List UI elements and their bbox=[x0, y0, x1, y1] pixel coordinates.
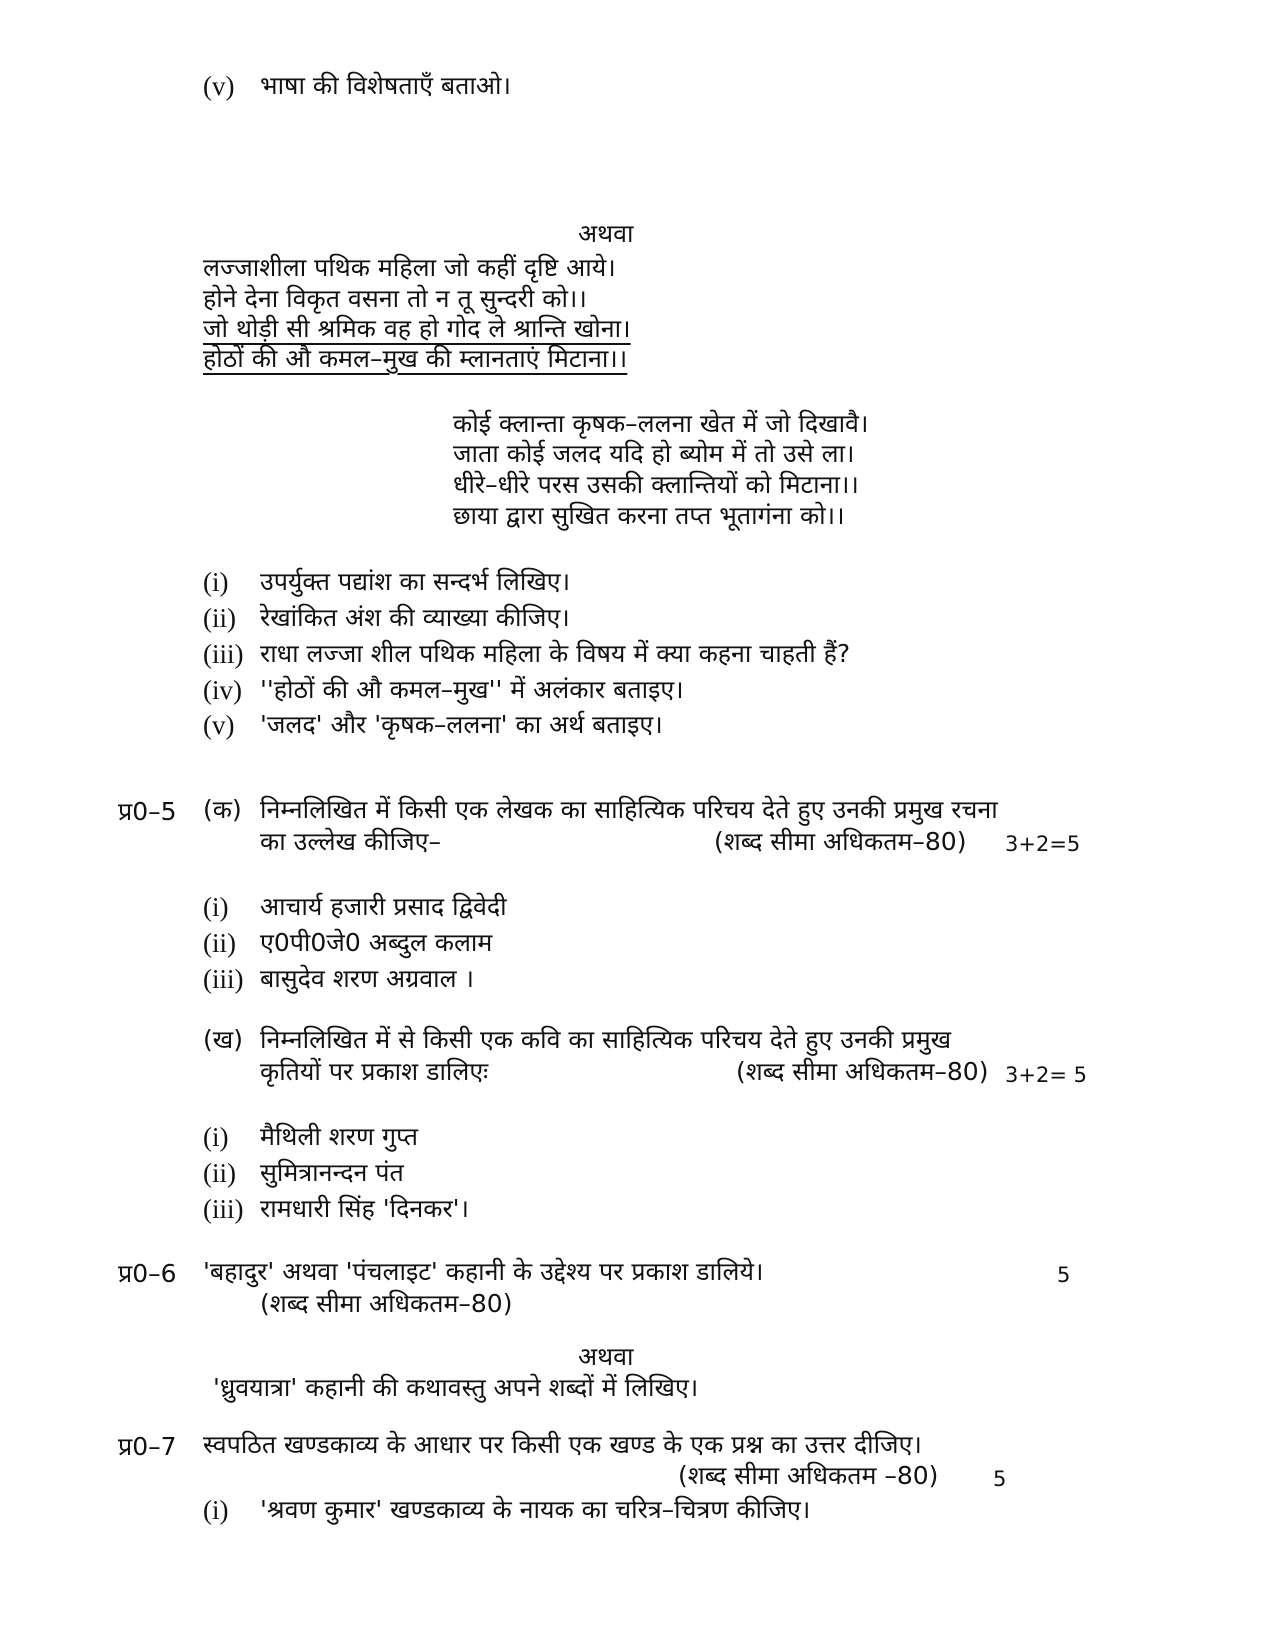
item-text: उपर्युक्त पद्यांश का सन्दर्भ लिखिए। bbox=[260, 567, 571, 596]
word-limit: (शब्द सीमा अधिकतम –80) bbox=[678, 1461, 939, 1490]
word-limit: (शब्द सीमा अधिकतम–80) bbox=[714, 827, 967, 856]
athva-separator: अथवा bbox=[578, 1342, 634, 1371]
poem-line: कोई क्लान्ता कृषक–ललना खेत में जो दिखावै। bbox=[453, 409, 869, 438]
item-text: आचार्य हजारी प्रसाद द्विवेदी bbox=[260, 892, 507, 921]
question-label: प्र0–6 bbox=[118, 1259, 177, 1288]
item-text: मैथिली शरण गुप्त bbox=[260, 1122, 419, 1151]
question-label: प्र0–7 bbox=[118, 1432, 177, 1461]
item-number: (i) bbox=[203, 567, 229, 597]
item-number: (v) bbox=[203, 71, 235, 101]
item-text: 'श्रवण कुमार' खण्डकाव्य के नायक का चरित्र–चित्रण कीजिए। bbox=[260, 1495, 811, 1524]
item-number: (ii) bbox=[203, 603, 236, 633]
question-text: 'बहादुर' अथवा 'पंचलाइट' कहानी के उद्देश्य पर प्रकाश डालिये। bbox=[203, 1257, 764, 1286]
question-text: 'ध्रुवयात्रा' कहानी की कथावस्तु अपने शब्दों में लिखिए। bbox=[213, 1373, 699, 1402]
marks: 3+2=5 bbox=[1005, 832, 1081, 856]
poem-line: छाया द्वारा सुखित करना तप्त भूतागंना को।। bbox=[453, 501, 845, 530]
question-text: कृतियों पर प्रकाश डालिएः bbox=[260, 1057, 489, 1086]
marks: 3+2= 5 bbox=[1005, 1063, 1087, 1087]
item-number: (ii) bbox=[203, 928, 236, 958]
item-text: रेखांकित अंश की व्याख्या कीजिए। bbox=[260, 603, 570, 632]
item-number: (iv) bbox=[203, 675, 242, 705]
item-number: (iii) bbox=[203, 1194, 244, 1224]
item-number: (v) bbox=[203, 710, 235, 740]
poem-line-underlined: होठों की औ कमल–मुख की म्लानताएं मिटाना।। bbox=[203, 344, 628, 373]
item-number: (i) bbox=[203, 892, 229, 922]
poem-line: होने देना विकृत वसना तो न तू सुन्दरी को।। bbox=[203, 284, 587, 313]
question-label: प्र0–5 bbox=[118, 797, 177, 826]
poem-line: धीरे–धीरे परस उसकी क्लान्तियों को मिटाना।। bbox=[453, 470, 859, 499]
item-text: सुमित्रानन्दन पंत bbox=[260, 1158, 404, 1187]
item-text: ए0पी0जे0 अब्दुल कलाम bbox=[260, 928, 493, 957]
item-number: (iii) bbox=[203, 964, 244, 994]
poem-line-underlined: जो थोड़ी सी श्रमिक वह हो गोद ले श्रान्ति खोना। bbox=[203, 314, 631, 343]
question-text: निम्नलिखित में से किसी एक कवि का साहित्यिक परिचय देते हुए उनकी प्रमुख bbox=[260, 1025, 952, 1054]
marks: 5 bbox=[1057, 1263, 1071, 1287]
section-marker: (क) bbox=[203, 795, 242, 824]
item-text: 'जलद' और 'कृषक–ललना' का अर्थ बताइए। bbox=[260, 710, 663, 739]
item-number: (i) bbox=[203, 1495, 229, 1525]
item-number: (i) bbox=[203, 1122, 229, 1152]
item-text: राधा लज्जा शील पथिक महिला के विषय में क्या कहना चाहती हैं? bbox=[260, 639, 851, 668]
item-text: भाषा की विशेषताएँ बताओ। bbox=[260, 71, 511, 100]
question-text: स्वपठित खण्डकाव्य के आधार पर किसी एक खण्ड के एक प्रश्न का उत्तर दीजिए। bbox=[203, 1430, 922, 1459]
item-number: (iii) bbox=[203, 639, 244, 669]
item-text: रामधारी सिंह 'दिनकर'। bbox=[260, 1194, 470, 1223]
word-limit: (शब्द सीमा अधिकतम–80) bbox=[260, 1289, 513, 1318]
question-text: का उल्लेख कीजिए– bbox=[260, 827, 441, 856]
item-text: बासुदेव शरण अग्रवाल । bbox=[260, 964, 474, 993]
poem-line: जाता कोई जलद यदि हो ब्योम में तो उसे ला। bbox=[453, 439, 855, 468]
question-text: निम्नलिखित में किसी एक लेखक का साहित्यिक परिचय देते हुए उनकी प्रमुख रचना bbox=[260, 795, 998, 824]
poem-line: लज्जाशीला पथिक महिला जो कहीं दृष्टि आये। bbox=[203, 253, 616, 282]
section-marker: (ख) bbox=[203, 1025, 243, 1054]
word-limit: (शब्द सीमा अधिकतम–80) bbox=[736, 1057, 989, 1086]
athva-separator: अथवा bbox=[578, 219, 634, 248]
item-number: (ii) bbox=[203, 1158, 236, 1188]
item-text: ''होठों की औ कमल–मुख'' में अलंकार बताइए। bbox=[260, 675, 684, 704]
marks: 5 bbox=[993, 1467, 1007, 1491]
